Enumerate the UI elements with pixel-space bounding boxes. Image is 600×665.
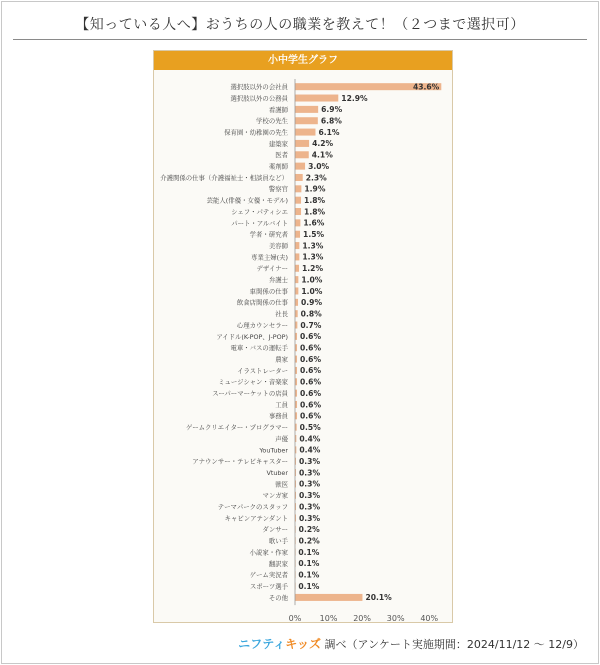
data-label: 1.9%: [304, 184, 326, 194]
data-label: 2.3%: [305, 173, 327, 183]
category-label: キャビンアテンダント: [224, 514, 288, 523]
bar: [295, 129, 315, 136]
bar: [295, 117, 318, 124]
data-label: 6.1%: [318, 127, 340, 137]
data-label: 0.6%: [300, 366, 322, 376]
data-label: 0.5%: [299, 422, 321, 432]
category-label: その他: [268, 593, 288, 602]
bar: [295, 174, 303, 181]
survey-period-note: 調べ（アンケート実施期間：2024/11/12 ～ 12/9）: [321, 638, 584, 651]
category-label: 声優: [275, 434, 288, 443]
data-label: 0.8%: [300, 309, 322, 319]
category-label: シェフ・パティシエ: [231, 207, 288, 216]
data-label: 0.1%: [298, 547, 320, 557]
data-label: 1.3%: [302, 241, 324, 251]
data-label: 0.6%: [300, 354, 322, 364]
category-label: パート・アルバイト: [231, 219, 288, 228]
data-label: 0.1%: [298, 581, 320, 591]
data-label: 0.4%: [299, 434, 321, 444]
x-tick-label: 20%: [353, 614, 372, 624]
data-label: 1.3%: [302, 252, 324, 262]
category-label: マンガ家: [262, 491, 288, 500]
bar: [295, 265, 299, 272]
data-label: 1.6%: [303, 218, 325, 228]
page-title: 【知っている人へ】おうちの人の職業を教えて！（２つまで選択可）: [75, 17, 525, 33]
category-label: 翻訳家: [268, 559, 288, 568]
data-label: 0.6%: [300, 411, 322, 421]
data-label: 0.3%: [299, 502, 321, 512]
data-label: 0.2%: [298, 525, 320, 535]
data-label: 0.4%: [299, 445, 321, 455]
data-label: 0.3%: [299, 468, 321, 478]
category-label: 社長: [275, 310, 288, 319]
category-label: 医者: [275, 151, 288, 160]
category-label: アイドル(K-POP、J-POP): [216, 332, 288, 341]
category-label: 専業主婦(夫): [251, 253, 288, 262]
data-label: 0.1%: [298, 559, 320, 569]
x-tick-label: 10%: [319, 614, 338, 624]
category-label: 学校の先生: [256, 117, 288, 126]
category-label: 学者・研究者: [249, 230, 288, 239]
chart-title: 小中学生グラフ: [154, 51, 452, 70]
bar: [295, 151, 309, 158]
data-label: 0.2%: [298, 536, 320, 546]
data-label: 0.6%: [300, 400, 322, 410]
bar-chart: [154, 51, 454, 624]
category-label: デザイナー: [256, 264, 288, 273]
category-label: YouTuber: [259, 446, 288, 455]
bar: [295, 95, 338, 102]
category-label: 電車・バスの運転手: [230, 344, 288, 353]
category-label: 芸能人(俳優・女優・モデル): [206, 196, 288, 205]
data-label: 0.6%: [300, 343, 322, 353]
data-label: 43.6%: [412, 82, 440, 92]
bar: [295, 208, 301, 215]
bar: [295, 310, 298, 317]
data-label: 4.2%: [312, 139, 334, 149]
category-label: スポーツ選手: [249, 582, 288, 591]
x-tick-label: 40%: [420, 614, 439, 624]
x-tick-label: 0%: [288, 614, 302, 624]
data-label: 0.9%: [301, 298, 323, 308]
data-label: 12.9%: [341, 93, 368, 103]
category-label: 介護関係の仕事（介護福祉士・相談員など）: [160, 173, 288, 182]
data-label: 0.6%: [300, 388, 322, 398]
category-label: 選択肢以外の公務員: [230, 94, 288, 103]
data-label: 1.5%: [303, 230, 325, 240]
category-label: 獣医: [275, 480, 288, 489]
bar: [295, 276, 298, 283]
bar: [295, 594, 362, 601]
category-label: Vtuber: [266, 468, 288, 477]
bar: [295, 140, 309, 147]
bar: [295, 231, 300, 238]
title-divider: [13, 39, 587, 40]
bar: [295, 287, 298, 294]
bar: [295, 219, 300, 226]
data-label: 1.2%: [302, 264, 324, 274]
category-label: アナウンサー・テレビキャスター: [192, 457, 288, 466]
category-label: 薬剤師: [268, 162, 288, 171]
category-label: ゲームクリエイター・プログラマー: [185, 423, 288, 432]
bar: [295, 299, 298, 306]
brand-logo: [238, 637, 321, 651]
category-label: 心理カウンセラー: [236, 321, 288, 330]
data-label: 6.8%: [320, 116, 342, 126]
bar: [295, 106, 318, 113]
category-label: 建築家: [268, 139, 288, 148]
brand-logo-part1: ニフティ: [238, 637, 286, 651]
category-label: 飲食店関係の仕事: [236, 298, 288, 307]
category-label: テーマパークのスタッフ: [217, 503, 288, 512]
data-label: 0.6%: [300, 377, 322, 387]
category-label: 工員: [275, 400, 288, 409]
x-tick-label: 30%: [386, 614, 405, 624]
category-label: 保育園・幼稚園の先生: [224, 128, 288, 137]
data-label: 3.0%: [308, 161, 330, 171]
data-label: 0.3%: [299, 479, 321, 489]
data-label: 1.8%: [304, 207, 326, 217]
bar: [295, 197, 301, 204]
data-label: 0.3%: [299, 491, 321, 501]
category-label: 警察官: [268, 185, 288, 194]
data-label: 0.3%: [299, 457, 321, 467]
category-label: ミュージシャン・音楽家: [218, 378, 288, 387]
category-label: 選択肢以外の会社員: [230, 83, 288, 92]
data-label: 0.1%: [298, 570, 320, 580]
data-label: 0.7%: [300, 320, 322, 330]
data-label: 1.0%: [301, 275, 323, 285]
bar: [295, 253, 299, 260]
category-label: 歌い手: [268, 537, 288, 546]
data-label: 20.1%: [365, 593, 392, 603]
brand-logo-part2: キッズ: [285, 637, 322, 651]
category-label: 美容師: [268, 241, 288, 250]
category-label: 農家: [275, 355, 288, 364]
category-label: 弁護士: [268, 276, 288, 285]
data-label: 4.1%: [311, 150, 333, 160]
data-label: 6.9%: [321, 105, 343, 115]
bar: [295, 163, 305, 170]
category-label: 事務員: [268, 412, 288, 421]
category-label: 車関係の仕事: [249, 287, 288, 296]
data-label: 1.8%: [304, 195, 326, 205]
data-label: 0.6%: [300, 332, 322, 342]
bar: [295, 185, 301, 192]
category-label: 小説家・作家: [249, 548, 288, 557]
category-label: ゲーム実況者: [249, 571, 288, 580]
data-label: 1.0%: [301, 286, 323, 296]
category-label: イラストレーター: [237, 366, 288, 375]
category-label: ダンサー: [262, 525, 288, 534]
category-label: 看護師: [268, 105, 288, 114]
chart-panel: [153, 50, 453, 623]
category-label: スーパーマーケットの店員: [212, 389, 288, 398]
bar: [295, 242, 299, 249]
data-label: 0.3%: [299, 513, 321, 523]
footer-credit: [238, 635, 584, 652]
